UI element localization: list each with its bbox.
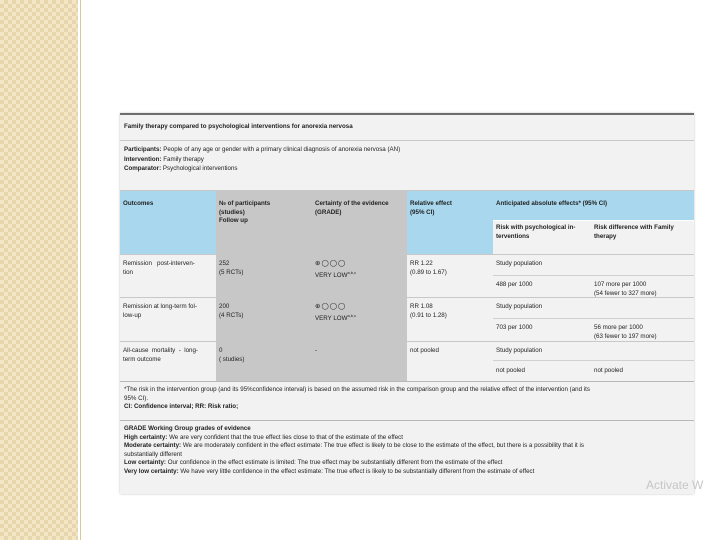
outcome-l2: term outcome: [123, 355, 161, 363]
participants-text: People of any age or gender with a primary clinical diagnosis of anorexia nervosa (AN): [163, 146, 401, 153]
risk-diff-value: 56 more per 1000: [594, 324, 643, 331]
relative-effect-value: RR 1.22: [410, 260, 433, 267]
header-risk-diff-l1: Risk difference with Family: [594, 224, 674, 231]
certainty-text: VERY LOW: [315, 314, 348, 322]
comparator-line: [124, 164, 690, 174]
risk-diff-cell: [591, 318, 694, 342]
relative-effect-cell: [407, 342, 493, 382]
risk-diff-ci: (54 fewer to 327 more): [594, 289, 657, 297]
risk-diff-ci: (63 fewer to 197 more): [594, 332, 657, 340]
header-risk-diff: [591, 221, 694, 254]
header-relative-l2: (95% CI): [410, 208, 435, 216]
summary-of-findings-table: [120, 113, 694, 494]
relative-effect-cell: [407, 298, 493, 342]
study-population-label: Study population: [496, 303, 543, 310]
table-row: [120, 341, 694, 381]
grade-moderate-label: Moderate certainty:: [124, 442, 182, 450]
certainty-footnote-markers: a,b,c: [347, 312, 357, 318]
header-certainty: [312, 191, 407, 254]
side-divider: [80, 0, 81, 540]
grade-verylow: [124, 468, 690, 477]
grade-high-label: High certainty:: [124, 433, 168, 441]
grade-high-text: We are very confident that the true effect lies close to that of the estimate of the effect: [169, 433, 403, 441]
grade-verylow-label: Very low certainty:: [124, 467, 179, 475]
participants-studies: ( studies): [219, 355, 245, 363]
grade-moderate-cont: substantially different: [124, 450, 183, 458]
relative-effect-cell: [407, 255, 493, 298]
risk-psych-value: not pooled: [493, 360, 591, 382]
grade-verylow-text: We have very little confidence in the effect estimate: The true effect is likely to be substantially different from the estimate of effect: [180, 467, 535, 475]
header-risk-psych-l1: Risk with psychological in-: [496, 224, 576, 231]
outcome-l1: Remission post-interven-: [123, 260, 195, 267]
grade-high: [124, 434, 690, 443]
study-population-label: Study population: [496, 347, 543, 354]
grade-moderate: [124, 442, 690, 451]
certainty-rating: [315, 312, 404, 324]
grade-low-label: Low certainty:: [124, 459, 166, 467]
grade-low: [124, 459, 690, 468]
study-population-label: Study population: [496, 260, 543, 267]
grade-low-text: Our confidence in the effect estimate is limited: The true effect may be substantially different from the estimate of the effect: [167, 459, 503, 467]
risk-note-line1: *The risk in the intervention group (and its 95%confidence interval) is based on the assumed risk in the comparison group and the relative effect of the intervention (and its: [124, 386, 590, 393]
participants-studies: (5 RCTs): [219, 268, 244, 276]
header-certainty-l1: Certainty of the evidence: [315, 200, 389, 207]
header-risk-psych: [493, 221, 591, 254]
risk-note-line2: 95% CI).: [124, 394, 149, 402]
certainty-text: VERY LOW: [315, 271, 348, 279]
relative-effect-ci: (0.89 to 1.67): [410, 268, 447, 276]
abbreviations: CI: Confidence interval; RR: Risk ratio;: [124, 403, 239, 410]
relative-effect-value: not pooled: [410, 347, 439, 354]
outcome-cell: [120, 298, 216, 342]
certainty-dash: -: [315, 347, 318, 354]
participants-cell: [216, 255, 312, 298]
table-header: [120, 191, 694, 254]
header-anticipated: Anticipated absolute effects* (95% CI): [493, 191, 694, 221]
header-participants-l1: № of participants: [219, 200, 271, 207]
participants-cell: [216, 298, 312, 342]
header-participants: [216, 191, 312, 254]
certainty-symbols: ⊕◯◯◯: [315, 303, 347, 310]
certainty-symbols: ⊕◯◯◯: [315, 260, 347, 267]
header-risk-diff-l2: therapy: [594, 232, 617, 240]
grade-definitions: [120, 420, 694, 494]
participants-label: Participants:: [124, 146, 162, 153]
risk-diff-cell: [591, 275, 694, 298]
table-title: Family therapy compared to psychological interventions for anorexia nervosa: [120, 115, 694, 141]
certainty-rating: [315, 269, 404, 281]
participants-line: [124, 145, 690, 155]
risk-psych-value: 488 per 1000: [493, 275, 591, 298]
grade-moderate-text: We are moderately confident in the effect estimate: The true effect is likely to be close to the estimate of the effect, but there is a possibility that it is: [182, 442, 584, 450]
header-relative-l1: Relative effect: [410, 200, 452, 207]
pico-block: [120, 141, 694, 191]
participants-count: 0: [219, 347, 223, 354]
header-relative-effect: [407, 191, 493, 254]
outcome-cell: [120, 255, 216, 298]
outcome-l1: Remission at long-term fol-: [123, 303, 197, 310]
outcome-l1: All-cause mortality - long-: [123, 347, 198, 354]
participants-count: 200: [219, 303, 230, 310]
certainty-cell: [312, 342, 407, 382]
header-risk-psych-l2: terventions: [496, 232, 530, 240]
header-participants-l3: Follow up: [219, 217, 248, 224]
comparator-label: Comparator:: [124, 165, 162, 172]
outcome-l2: tion: [123, 268, 133, 276]
outcome-cell: [120, 342, 216, 382]
activate-windows-watermark: Activate W: [646, 478, 704, 492]
relative-effect-value: RR 1.08: [410, 303, 433, 310]
header-outcomes: Outcomes: [120, 191, 216, 254]
certainty-cell: [312, 255, 407, 298]
risk-footnote: [120, 381, 694, 420]
certainty-cell: [312, 298, 407, 342]
intervention-label: Intervention:: [124, 155, 162, 163]
header-certainty-l2: (GRADE): [315, 208, 342, 216]
participants-count: 252: [219, 260, 230, 267]
risk-diff-value: 107 more per 1000: [594, 281, 647, 288]
risk-diff-value: not pooled: [591, 360, 694, 382]
comparator-text: Psychological interventions: [162, 165, 238, 172]
grade-heading: GRADE Working Group grades of evidence: [124, 425, 251, 432]
table-row: [120, 254, 694, 297]
participants-studies: (4 RCTs): [219, 311, 244, 319]
intervention-text: Family therapy: [163, 155, 204, 163]
participants-cell: [216, 342, 312, 382]
table-row: [120, 297, 694, 341]
outcome-l2: low-up: [123, 311, 142, 319]
header-participants-l2: (studies): [219, 208, 245, 216]
certainty-footnote-markers: a,b,c: [347, 269, 357, 275]
relative-effect-ci: (0.91 to 1.28): [410, 311, 447, 319]
risk-psych-value: 703 per 1000: [493, 318, 591, 342]
decorative-side-strip: [0, 0, 78, 540]
intervention-line: [124, 155, 690, 165]
